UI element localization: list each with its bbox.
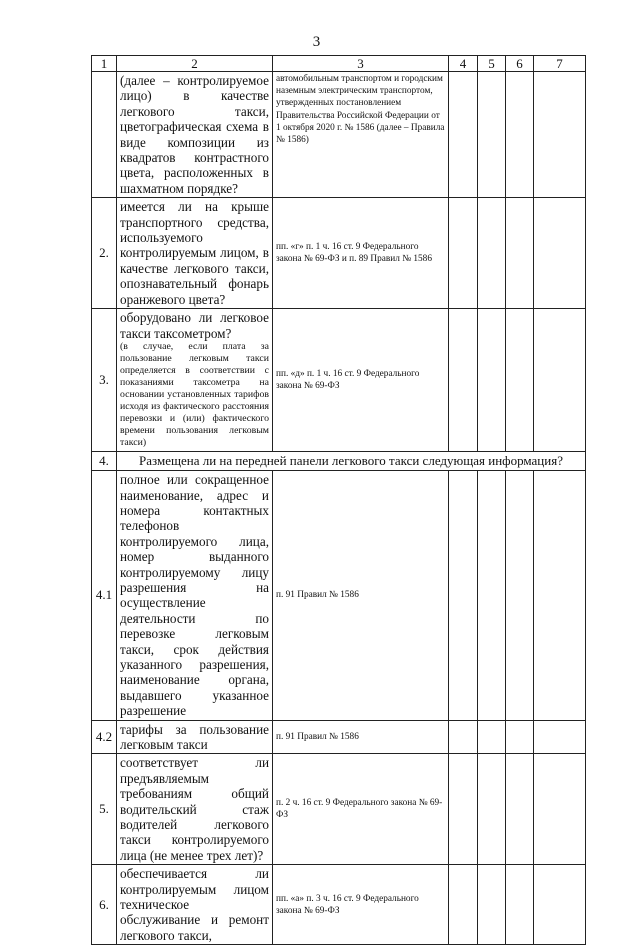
law-reference: п. 2 ч. 16 ст. 9 Федерального закона № 69-ФЗ	[273, 754, 449, 865]
question-note: (в случае, если плата за пользование легковым такси определяется в соответствии с показаниями таксометра на основании установленных тарифов исходя из фактического расстояния перевозки и (или) фактического времени пользования легковым такси)	[120, 340, 269, 448]
answer-cell	[478, 471, 506, 721]
question-text: обеспечивается ли контролируемым лицом техническое обслуживание и ремонт легкового такси,	[120, 866, 269, 943]
table-row	[92, 309, 586, 452]
header-row	[92, 56, 586, 72]
question-text: имеется ли на крыше транспортного средства, используемого контролируемым лицом, в качестве легкового такси, опознавательный фонарь оранжевого цвета?	[120, 199, 269, 307]
answer-cell	[506, 309, 534, 452]
table-row	[92, 198, 586, 309]
answer-cell	[449, 865, 478, 945]
answer-cell	[449, 198, 478, 309]
row-number: 2.	[92, 198, 117, 309]
header-cell: 1	[92, 56, 117, 72]
question-text: соответствует ли предъявляемым требованиям общий водительский стаж водителей легкового такси контролируемого лица (не менее трех лет)?	[120, 755, 269, 863]
law-reference: пп. «а» п. 3 ч. 16 ст. 9 Федерального закона № 69-ФЗ	[273, 865, 449, 945]
question-text: (далее – контролируемое лицо) в качестве легкового такси, цветографическая схема в виде композиции из квадратов контрастного цвета, расположенных в шахматном порядке?	[120, 73, 269, 196]
answer-cell	[534, 471, 586, 721]
answer-cell	[506, 754, 534, 865]
answer-cell	[478, 72, 506, 198]
header-cell: 6	[506, 56, 534, 72]
row-number	[92, 72, 117, 198]
question-text: оборудовано ли легковое такси таксометром?	[120, 310, 269, 341]
law-reference: п. 91 Правил № 1586	[273, 720, 449, 754]
answer-cell	[449, 471, 478, 721]
law-reference: автомобильным транспортом и городским наземным электрическим транспортом, утвержденных постановлением Правительства Российской Федерации от 1 октября 2020 г. № 1586 (далее – Правила № 1586)	[273, 72, 449, 198]
question-cell	[117, 72, 273, 198]
answer-cell	[534, 754, 586, 865]
row-number: 3.	[92, 309, 117, 452]
row-number: 4.2	[92, 720, 117, 754]
answer-cell	[534, 720, 586, 754]
answer-cell	[478, 865, 506, 945]
table-row	[92, 471, 586, 721]
header-cell: 7	[534, 56, 586, 72]
row-number: 4.	[92, 452, 117, 471]
answer-cell	[449, 309, 478, 452]
header-cell: 2	[117, 56, 273, 72]
answer-cell	[506, 471, 534, 721]
question-cell	[117, 754, 273, 865]
answer-cell	[506, 720, 534, 754]
table-row	[92, 865, 586, 945]
answer-cell	[534, 865, 586, 945]
question-cell	[117, 865, 273, 945]
checklist-table	[91, 55, 586, 945]
header-cell: 5	[478, 56, 506, 72]
question-cell	[117, 471, 273, 721]
question-text: полное или сокращенное наименование, адрес и номера контактных телефонов контролируемого лица, номер выданного контролируемому лицу разрешения на осуществление деятельности по перевозке легковым такси, срок действия указанного разрешения, наименование органа, выдавшего указанное разрешение	[120, 472, 269, 719]
page-number: 3	[312, 34, 321, 50]
header-cell: 4	[449, 56, 478, 72]
answer-cell	[506, 198, 534, 309]
row-number: 5.	[92, 754, 117, 865]
row-number: 4.1	[92, 471, 117, 721]
law-reference: пп. «г» п. 1 ч. 16 ст. 9 Федерального закона № 69-ФЗ и п. 89 Правил № 1586	[273, 198, 449, 309]
answer-cell	[534, 72, 586, 198]
answer-cell	[478, 198, 506, 309]
question-cell	[117, 198, 273, 309]
section-row	[92, 452, 586, 471]
answer-cell	[506, 865, 534, 945]
law-reference: п. 91 Правил № 1586	[273, 471, 449, 721]
answer-cell	[449, 754, 478, 865]
row-number: 6.	[92, 865, 117, 945]
answer-cell	[478, 720, 506, 754]
answer-cell	[478, 309, 506, 452]
answer-cell	[478, 754, 506, 865]
answer-cell	[449, 720, 478, 754]
section-heading: Размещена ли на передней панели легкового такси следующая информация?	[117, 452, 586, 471]
header-cell: 3	[273, 56, 449, 72]
table-row	[92, 720, 586, 754]
answer-cell	[449, 72, 478, 198]
answer-cell	[506, 72, 534, 198]
question-cell	[117, 309, 273, 452]
question-text: тарифы за пользование легковым такси	[120, 721, 269, 752]
question-cell	[117, 720, 273, 754]
table-row	[92, 72, 586, 198]
answer-cell	[534, 198, 586, 309]
law-reference: пп. «д» п. 1 ч. 16 ст. 9 Федерального закона № 69-ФЗ	[273, 309, 449, 452]
answer-cell	[534, 309, 586, 452]
table-row	[92, 754, 586, 865]
